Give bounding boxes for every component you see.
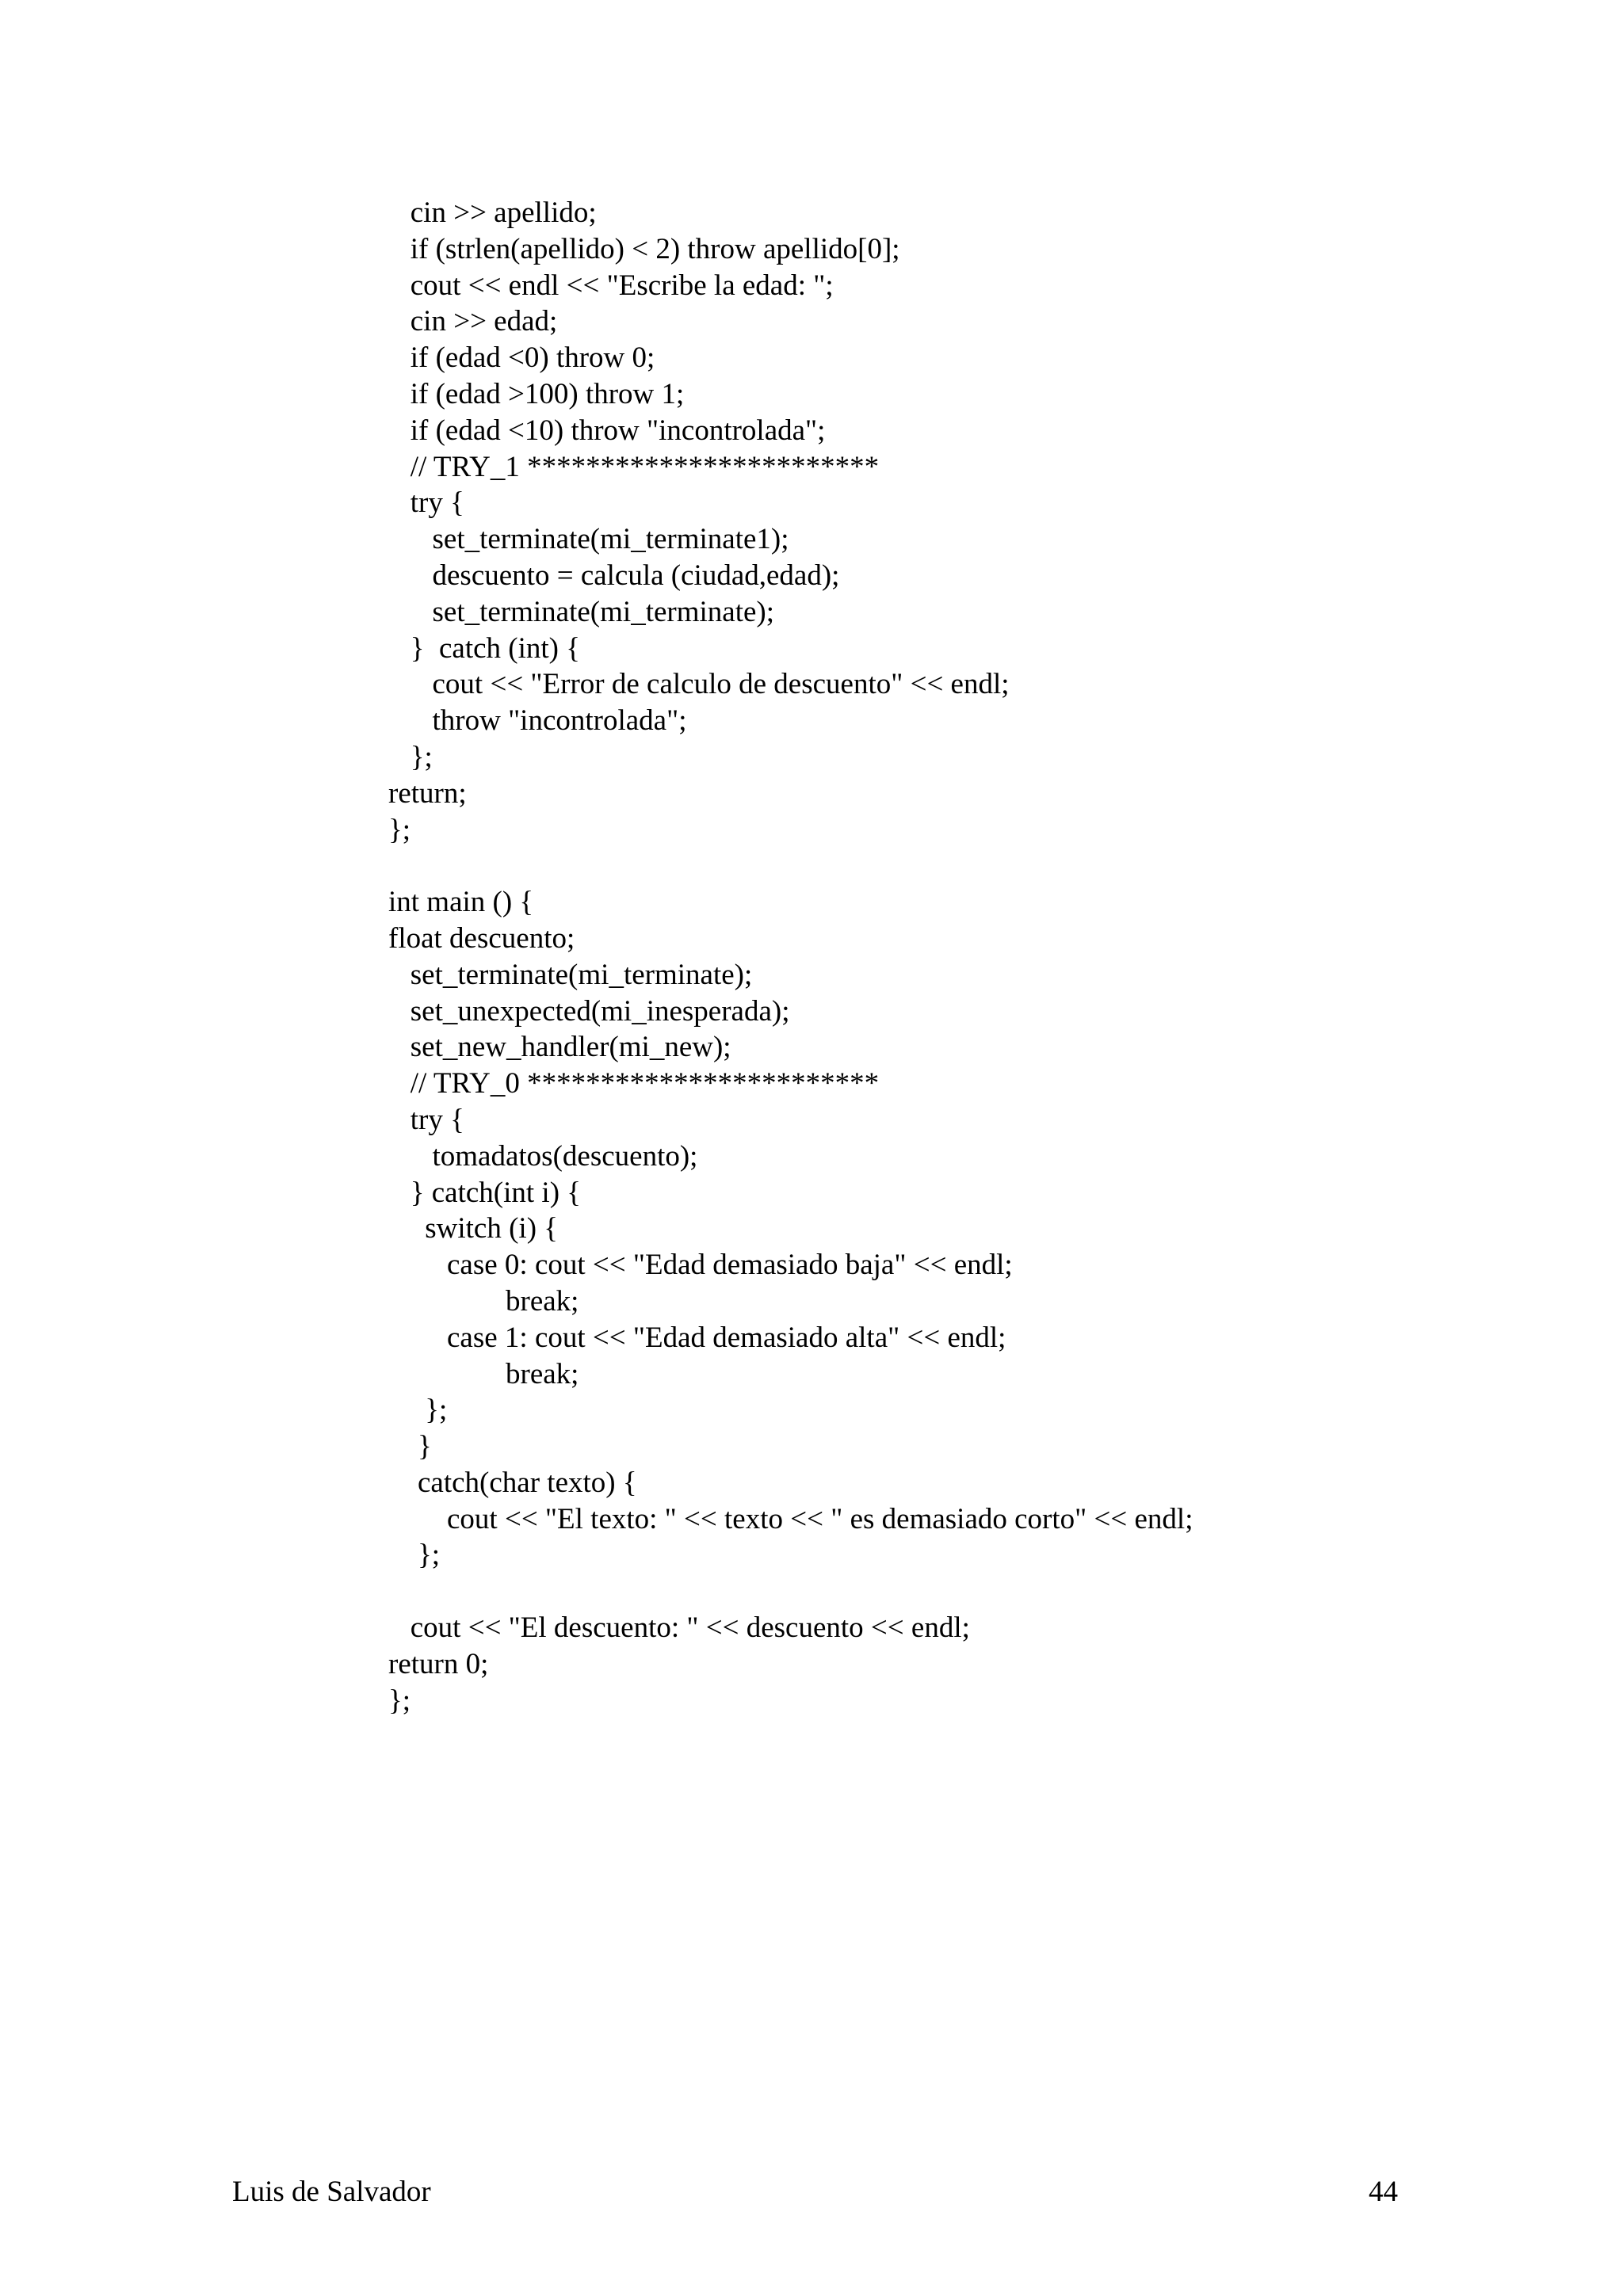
- code-line: // TRY_0 ************************: [388, 1067, 880, 1100]
- code-listing: [388, 195, 1419, 1718]
- code-line: break;: [388, 1357, 579, 1390]
- code-line: set_unexpected(mi_inesperada);: [388, 994, 790, 1028]
- code-line: cout << "Error de calculo de descuento" << endl;: [388, 668, 1010, 701]
- code-line: if (edad <10) throw "incontrolada";: [388, 414, 826, 447]
- code-line: return 0;: [388, 1647, 489, 1680]
- code-line: float descuento;: [388, 921, 575, 955]
- code-line: cout << endl << "Escribe la edad: ";: [388, 269, 834, 302]
- code-line: set_terminate(mi_terminate);: [388, 595, 774, 628]
- code-line: };: [388, 740, 433, 773]
- code-line: catch(char texto) {: [388, 1466, 637, 1499]
- code-line: [388, 848, 1419, 884]
- code-line: tomadatos(descuento);: [388, 1139, 698, 1173]
- code-line: case 1: cout << "Edad demasiado alta" << endl;: [388, 1321, 1006, 1354]
- code-line: if (edad >100) throw 1;: [388, 377, 685, 410]
- code-line: set_terminate(mi_terminate);: [388, 958, 753, 991]
- code-line: } catch(int i) {: [388, 1176, 582, 1209]
- code-line: return;: [388, 776, 467, 810]
- code-line: break;: [388, 1284, 579, 1318]
- code-line: };: [388, 1394, 448, 1427]
- code-line: cout << "El texto: " << texto << " es demasiado corto" << endl;: [388, 1502, 1193, 1535]
- code-line: try {: [388, 486, 464, 520]
- footer-author: Luis de Salvador: [232, 2176, 431, 2208]
- code-line: descuento = calcula (ciudad,edad);: [388, 559, 840, 592]
- code-line: };: [388, 813, 411, 846]
- code-line: case 0: cout << "Edad demasiado baja" << endl;: [388, 1249, 1013, 1282]
- code-line: [388, 1573, 1419, 1610]
- code-line: };: [388, 1684, 411, 1717]
- code-line: throw "incontrolada";: [388, 704, 687, 738]
- code-line: int main () {: [388, 886, 534, 919]
- code-line: set_new_handler(mi_new);: [388, 1031, 731, 1064]
- code-line: // TRY_1 ************************: [388, 450, 880, 483]
- code-line: if (strlen(apellido) < 2) throw apellido[0];: [388, 232, 900, 265]
- code-line: try {: [388, 1103, 464, 1136]
- code-line: if (edad <0) throw 0;: [388, 341, 655, 375]
- code-line: } catch (int) {: [388, 631, 581, 665]
- code-line: cin >> edad;: [388, 305, 558, 338]
- code-line: cin >> apellido;: [388, 196, 597, 229]
- code-line: }: [388, 1430, 432, 1463]
- page-number: 44: [1369, 2176, 1398, 2208]
- code-line: switch (i) {: [388, 1212, 559, 1245]
- code-line: set_terminate(mi_terminate1);: [388, 523, 789, 556]
- code-line: };: [388, 1539, 441, 1572]
- code-line: cout << "El descuento: " << descuento << endl;: [388, 1611, 970, 1645]
